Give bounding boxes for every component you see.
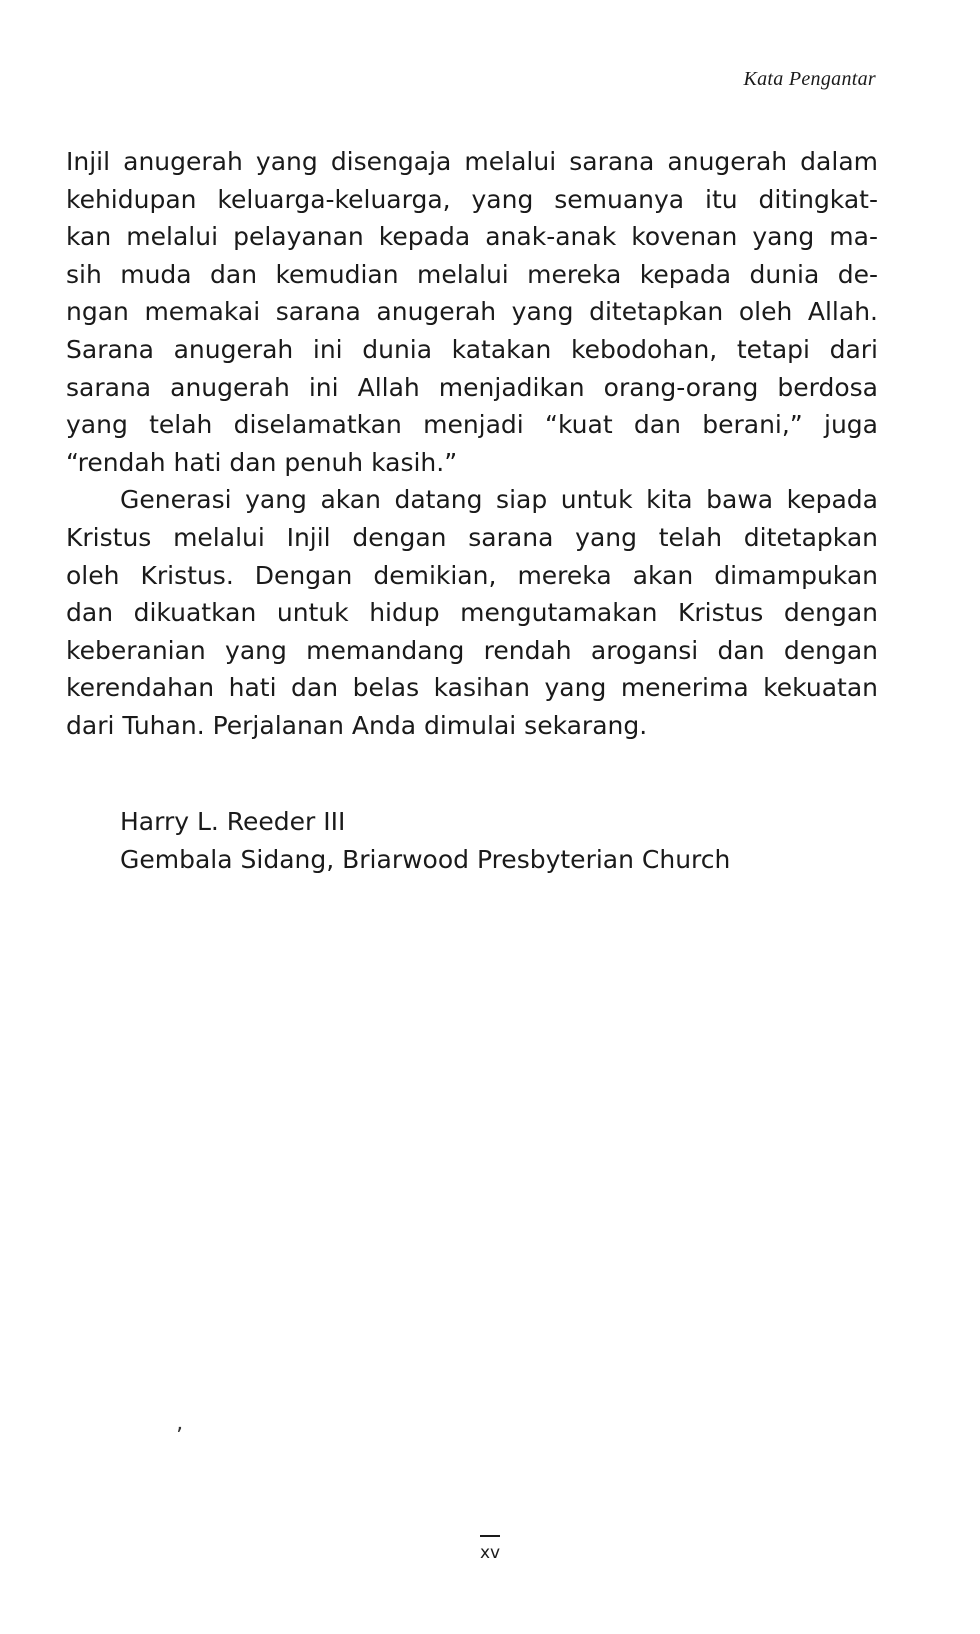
text-line: kan melalui pelayanan kepada anak-anak kovenan yang ma- <box>66 222 878 252</box>
text-line: kehidupan keluarga-keluarga, yang semuanya itu ditingkat- <box>66 184 878 214</box>
text-line: dan dikuatkan untuk hidup mengutamakan Kristus dengan <box>66 598 878 628</box>
folio-rule <box>480 1535 500 1537</box>
text-line: sarana anugerah ini Allah menjadikan orang-orang berdosa <box>66 372 878 402</box>
text-line: yang telah diselamatkan menjadi “kuat dan berani,” juga <box>66 410 878 440</box>
text-line: ngan memakai sarana anugerah yang ditetapkan oleh Allah. <box>66 297 878 327</box>
signature-block <box>120 803 730 878</box>
running-head: Kata Pengantar <box>743 68 876 90</box>
text-line: dari Tuhan. Perjalanan Anda dimulai sekarang. <box>66 710 648 740</box>
text-line: sih muda dan kemudian melalui mereka kepada dunia de- <box>66 259 878 289</box>
text-line: “rendah hati dan penuh kasih.” <box>66 447 458 477</box>
body-text <box>66 143 878 745</box>
paragraph-1 <box>66 143 878 481</box>
text-line: Sarana anugerah ini dunia katakan kebodohan, tetapi dari <box>66 334 878 364</box>
page-number: xv <box>479 1543 501 1563</box>
signature-name: Harry L. Reeder III <box>120 807 346 836</box>
text-line: kerendahan hati dan belas kasihan yang menerima kekuatan <box>66 673 878 703</box>
stray-mark: ʼ <box>176 1424 183 1449</box>
text-line: keberanian yang memandang rendah arogansi dan dengan <box>66 635 878 665</box>
text-line: Injil anugerah yang disengaja melalui sarana anugerah dalam <box>66 147 878 176</box>
page-footer <box>0 1535 980 1563</box>
signature-title: Gembala Sidang, Briarwood Presbyterian Church <box>120 844 731 874</box>
paragraph-2 <box>66 481 878 744</box>
text-line: oleh Kristus. Dengan demikian, mereka akan dimampukan <box>66 560 878 590</box>
text-line: Kristus melalui Injil dengan sarana yang telah ditetapkan <box>66 522 878 552</box>
text-line: Generasi yang akan datang siap untuk kita bawa kepada <box>120 485 878 515</box>
